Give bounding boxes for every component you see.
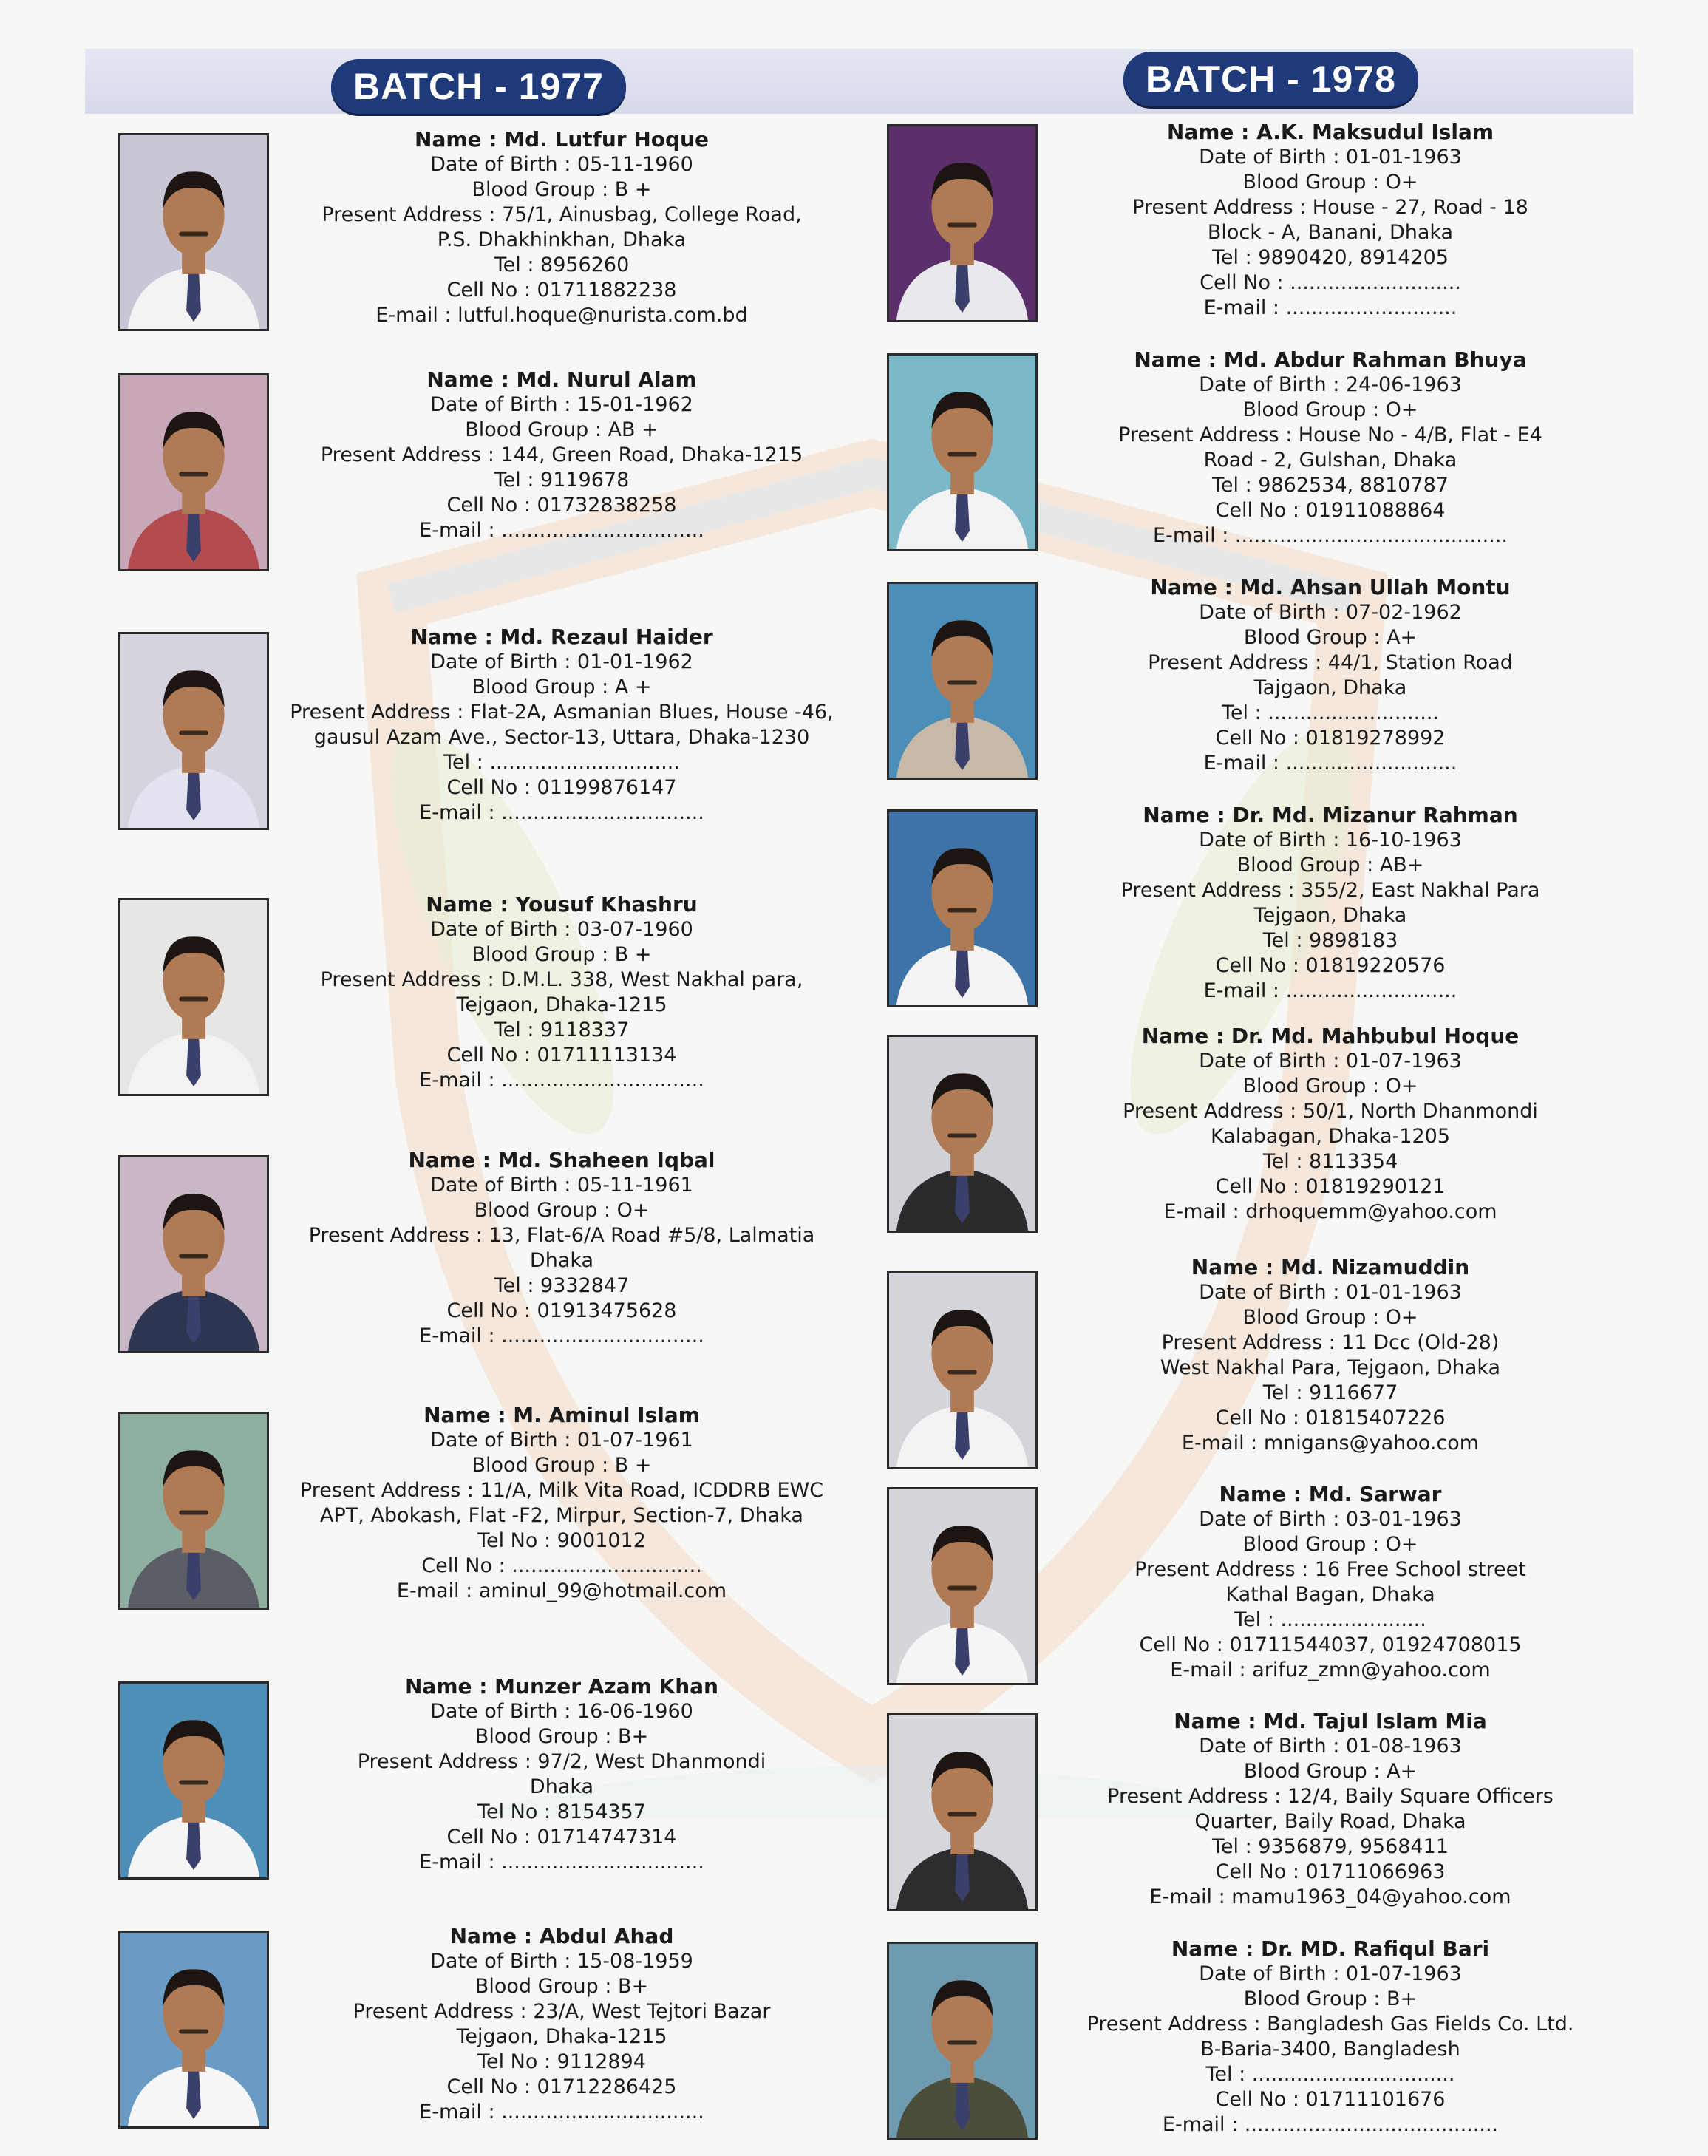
member-address-line: Present Address : House No - 4/B, Flat - E4 xyxy=(1118,424,1542,446)
member-blood-group: Blood Group : A + xyxy=(472,676,652,698)
member-name: Name : M. Aminul Islam xyxy=(423,1403,700,1427)
member-info xyxy=(277,625,846,826)
member-blood-group: Blood Group : B + xyxy=(472,1454,652,1477)
member-dob: Date of Birth : 01-07-1961 xyxy=(430,1429,693,1452)
member-blood-group: Blood Group : O+ xyxy=(1242,1075,1418,1098)
member-cell: Cell No : 01911088864 xyxy=(1215,499,1446,522)
member-address-line: Present Address : 50/1, North Dhanmondi xyxy=(1123,1100,1538,1123)
member-email: E-mail : ........................... xyxy=(1203,296,1457,319)
member-info xyxy=(1046,347,1615,548)
member-info xyxy=(1046,1936,1615,2138)
member-name: Name : Md. Ahsan Ullah Montu xyxy=(1150,575,1511,599)
member-name: Name : Abdul Ahad xyxy=(449,1924,674,1948)
member-email: E-mail : lutful.hoque@nurista.com.bd xyxy=(375,304,748,327)
member-blood-group: Blood Group : O+ xyxy=(1242,171,1418,194)
member-address-line: Present Address : House - 27, Road - 18 xyxy=(1132,196,1528,219)
member-photo xyxy=(887,809,1038,1007)
member-cell: Cell No : ........................... xyxy=(1200,271,1461,294)
member-tel: Tel : 9862534, 8810787 xyxy=(1212,474,1449,497)
member-photo xyxy=(118,1155,269,1353)
member-email: E-mail : aminul_99@hotmail.com xyxy=(396,1579,727,1602)
member-tel: Tel No : 9112894 xyxy=(477,2050,646,2073)
member-email: E-mail : ........................... xyxy=(1203,752,1457,775)
member-dob: Date of Birth : 01-07-1963 xyxy=(1199,1050,1462,1072)
member-tel: Tel : 9890420, 8914205 xyxy=(1212,246,1449,269)
member-dob: Date of Birth : 01-01-1962 xyxy=(430,650,693,673)
member-address-line: gausul Azam Ave., Sector-13, Uttara, Dhaka-1230 xyxy=(313,726,810,749)
member-tel: Tel : 9119678 xyxy=(494,469,630,492)
member-photo xyxy=(887,1271,1038,1469)
member-address-line: Kathal Bagan, Dhaka xyxy=(1225,1583,1435,1606)
member-address-line: Present Address : D.M.L. 338, West Nakhal para, xyxy=(320,968,803,991)
member-photo xyxy=(887,1942,1038,2140)
member-blood-group: Blood Group : B+ xyxy=(1243,1987,1418,2010)
member-card xyxy=(887,347,1626,568)
member-photo xyxy=(118,632,269,830)
member-email: E-mail : ................................ xyxy=(419,2101,704,2123)
member-card xyxy=(118,1148,857,1370)
member-info xyxy=(277,1148,846,1349)
member-blood-group: Blood Group : O+ xyxy=(1242,1533,1418,1556)
member-address-line: Dhaka xyxy=(529,1249,594,1272)
member-dob: Date of Birth : 01-07-1963 xyxy=(1199,1962,1462,1985)
member-info xyxy=(1046,575,1615,776)
member-dob: Date of Birth : 05-11-1961 xyxy=(430,1174,693,1197)
member-address-line: Present Address : 16 Free School street xyxy=(1134,1558,1526,1581)
member-blood-group: Blood Group : AB+ xyxy=(1236,854,1424,877)
member-email: E-mail : ................................ xyxy=(419,1851,704,1874)
member-card xyxy=(118,127,857,347)
member-cell: Cell No : 01712286425 xyxy=(446,2075,677,2098)
member-address-line: APT, Abokash, Flat -F2, Mirpur, Section-7, Dhaka xyxy=(320,1504,803,1527)
member-photo xyxy=(118,1681,269,1880)
member-photo xyxy=(118,1412,269,1610)
member-cell: Cell No : 01819278992 xyxy=(1215,727,1446,749)
member-card xyxy=(887,120,1626,339)
member-name: Name : Md. Sarwar xyxy=(1219,1482,1442,1506)
member-tel: Tel : ................................ xyxy=(1205,2063,1455,2086)
member-photo xyxy=(887,353,1038,551)
member-name: Name : Dr. MD. Rafiqul Bari xyxy=(1171,1936,1490,1961)
member-cell: Cell No : 01815407226 xyxy=(1215,1407,1446,1429)
member-cell: Cell No : 01711101676 xyxy=(1215,2088,1446,2111)
member-tel: Tel : 8956260 xyxy=(494,254,630,276)
member-address-line: Present Address : 13, Flat-6/A Road #5/8, Lalmatia xyxy=(308,1224,815,1247)
member-tel: Tel : ........................... xyxy=(1221,701,1439,724)
member-blood-group: Blood Group : A+ xyxy=(1243,626,1418,649)
member-email: E-mail : mamu1963_04@yahoo.com xyxy=(1149,1885,1511,1908)
member-email: E-mail : ................................ xyxy=(419,801,704,824)
member-info xyxy=(1046,1482,1615,1683)
member-name: Name : Dr. Md. Mahbubul Hoque xyxy=(1141,1024,1520,1048)
member-tel: Tel : 9356879, 9568411 xyxy=(1212,1835,1449,1858)
member-email: E-mail : ................................ xyxy=(419,1069,704,1092)
member-photo xyxy=(118,1931,269,2129)
member-photo xyxy=(887,582,1038,780)
member-cell: Cell No : 01714747314 xyxy=(446,1826,677,1849)
member-info xyxy=(277,1674,846,1875)
member-blood-group: Blood Group : B + xyxy=(472,943,652,966)
member-card xyxy=(118,1403,857,1626)
member-blood-group: Blood Group : AB + xyxy=(465,418,659,441)
member-blood-group: Blood Group : O+ xyxy=(1242,398,1418,421)
member-info xyxy=(1046,120,1615,321)
member-dob: Date of Birth : 24-06-1963 xyxy=(1199,373,1462,396)
member-cell: Cell No : .............................. xyxy=(421,1554,702,1577)
member-tel: Tel : 8113354 xyxy=(1262,1150,1398,1173)
member-blood-group: Blood Group : B+ xyxy=(474,1725,649,1748)
member-blood-group: Blood Group : B+ xyxy=(474,1975,649,1998)
member-address-line: Quarter, Baily Road, Dhaka xyxy=(1194,1810,1466,1833)
member-tel: Tel : 9898183 xyxy=(1262,929,1398,952)
member-info xyxy=(1046,803,1615,1004)
member-cell: Cell No : 01819220576 xyxy=(1215,954,1446,977)
member-card xyxy=(118,1924,857,2145)
member-address-line: Dhaka xyxy=(529,1775,594,1798)
member-name: Name : Md. Shaheen Iqbal xyxy=(408,1148,715,1172)
member-card xyxy=(887,1024,1626,1249)
member-name: Name : Md. Rezaul Haider xyxy=(410,625,713,649)
member-email: E-mail : ........................................ xyxy=(1162,2113,1499,2136)
member-card xyxy=(887,1482,1626,1701)
member-tel: Tel : ....................... xyxy=(1234,1608,1426,1631)
member-dob: Date of Birth : 01-01-1963 xyxy=(1199,1281,1462,1304)
member-photo xyxy=(887,1487,1038,1685)
member-card xyxy=(887,803,1626,1024)
member-info xyxy=(277,367,846,543)
member-email: E-mail : mnigans@yahoo.com xyxy=(1181,1432,1480,1455)
member-card xyxy=(118,892,857,1112)
member-dob: Date of Birth : 16-06-1960 xyxy=(430,1700,693,1723)
member-card xyxy=(118,1674,857,1896)
member-name: Name : Md. Nurul Alam xyxy=(426,367,697,392)
member-cell: Cell No : 01199876147 xyxy=(446,776,677,799)
member-email: E-mail : drhoquemm@yahoo.com xyxy=(1163,1200,1497,1223)
member-card xyxy=(887,1936,1626,2156)
member-cell: Cell No : 01819290121 xyxy=(1215,1175,1446,1198)
member-dob: Date of Birth : 01-08-1963 xyxy=(1199,1735,1462,1758)
member-blood-group: Blood Group : B + xyxy=(472,178,652,201)
member-photo xyxy=(118,133,269,331)
member-tel: Tel : 9116677 xyxy=(1262,1381,1398,1404)
member-info xyxy=(277,127,846,328)
member-cell: Cell No : 01711066963 xyxy=(1215,1860,1446,1883)
member-address-line: Tejgaon, Dhaka xyxy=(1253,904,1407,927)
member-info xyxy=(277,1924,846,2125)
member-photo xyxy=(118,373,269,571)
member-card xyxy=(887,1709,1626,1928)
member-address-line: Tajgaon, Dhaka xyxy=(1253,676,1407,699)
member-info xyxy=(1046,1255,1615,1456)
member-blood-group: Blood Group : O+ xyxy=(1242,1306,1418,1329)
member-dob: Date of Birth : 03-01-1963 xyxy=(1199,1508,1462,1531)
member-photo xyxy=(887,1035,1038,1233)
member-name: Name : Md. Lutfur Hoque xyxy=(415,127,709,152)
member-photo xyxy=(118,898,269,1096)
member-card xyxy=(887,575,1626,796)
member-photo xyxy=(887,124,1038,322)
member-email: E-mail : ........................................... xyxy=(1153,524,1508,547)
member-address-line: Present Address : Flat-2A, Asmanian Blues, House -46, xyxy=(290,701,834,724)
member-tel: Tel : 9118337 xyxy=(494,1019,630,1041)
member-tel: Tel : 9332847 xyxy=(494,1274,630,1297)
member-info xyxy=(1046,1709,1615,1910)
member-address-line: P.S. Dhakhinkhan, Dhaka xyxy=(437,228,687,251)
member-email: E-mail : ........................... xyxy=(1203,979,1457,1002)
member-cell: Cell No : 01913475628 xyxy=(446,1299,677,1322)
member-address-line: Block - A, Banani, Dhaka xyxy=(1207,221,1454,244)
member-address-line: Present Address : 23/A, West Tejtori Bazar xyxy=(353,2000,771,2023)
member-address-line: Tejgaon, Dhaka-1215 xyxy=(456,993,667,1016)
member-address-line: B-Baria-3400, Bangladesh xyxy=(1200,2038,1460,2061)
member-blood-group: Blood Group : A+ xyxy=(1243,1760,1418,1783)
member-address-line: Present Address : 144, Green Road, Dhaka-1215 xyxy=(320,443,803,466)
member-dob: Date of Birth : 03-07-1960 xyxy=(430,918,693,941)
member-address-line: Present Address : 44/1, Station Road xyxy=(1148,651,1513,674)
member-name: Name : A.K. Maksudul Islam xyxy=(1166,120,1494,144)
member-address-line: Present Address : 11 Dcc (Old-28) xyxy=(1161,1331,1500,1354)
member-address-line: Present Address : 97/2, West Dhanmondi xyxy=(357,1750,766,1773)
member-card xyxy=(118,367,857,588)
member-address-line: Present Address : 11/A, Milk Vita Road, ICDDRB EWC xyxy=(299,1479,824,1502)
member-blood-group: Blood Group : O+ xyxy=(474,1199,650,1222)
member-info xyxy=(277,892,846,1093)
member-tel: Tel : .............................. xyxy=(443,751,680,774)
member-address-line: Present Address : 75/1, Ainusbag, College Road, xyxy=(321,203,802,226)
member-photo xyxy=(887,1713,1038,1911)
member-address-line: Present Address : Bangladesh Gas Fields Co. Ltd. xyxy=(1086,2013,1574,2036)
member-dob: Date of Birth : 16-10-1963 xyxy=(1199,829,1462,851)
member-email: E-mail : ................................ xyxy=(419,1324,704,1347)
member-name: Name : Yousuf Khashru xyxy=(426,892,698,917)
member-cell: Cell No : 01711882238 xyxy=(446,279,677,302)
member-cell: Cell No : 01711544037, 01924708015 xyxy=(1139,1633,1522,1656)
member-email: E-mail : arifuz_zmn@yahoo.com xyxy=(1170,1659,1491,1681)
member-name: Name : Md. Abdur Rahman Bhuya xyxy=(1134,347,1527,372)
member-tel: Tel No : 9001012 xyxy=(477,1529,646,1552)
member-name: Name : Md. Tajul Islam Mia xyxy=(1174,1709,1487,1733)
member-cell: Cell No : 01711113134 xyxy=(446,1044,677,1067)
member-dob: Date of Birth : 01-01-1963 xyxy=(1199,146,1462,169)
member-cell: Cell No : 01732838258 xyxy=(446,494,677,517)
member-email: E-mail : ................................ xyxy=(419,519,704,542)
member-address-line: Kalabagan, Dhaka-1205 xyxy=(1210,1125,1451,1148)
member-card xyxy=(118,625,857,846)
member-address-line: Road - 2, Gulshan, Dhaka xyxy=(1203,449,1457,472)
member-address-line: Tejgaon, Dhaka-1215 xyxy=(456,2025,667,2048)
batch-1978-title: BATCH - 1978 xyxy=(1123,52,1418,106)
member-card xyxy=(887,1255,1626,1486)
member-info xyxy=(1046,1024,1615,1225)
member-dob: Date of Birth : 05-11-1960 xyxy=(430,153,693,176)
member-tel: Tel No : 8154357 xyxy=(477,1800,646,1823)
member-address-line: Present Address : 12/4, Baily Square Officers xyxy=(1107,1785,1554,1808)
member-dob: Date of Birth : 07-02-1962 xyxy=(1199,601,1462,624)
batch-1977-title: BATCH - 1977 xyxy=(331,59,626,114)
member-dob: Date of Birth : 15-01-1962 xyxy=(430,393,693,416)
member-name: Name : Dr. Md. Mizanur Rahman xyxy=(1143,803,1518,827)
member-address-line: West Nakhal Para, Tejgaon, Dhaka xyxy=(1160,1356,1501,1379)
member-info xyxy=(277,1403,846,1604)
member-name: Name : Munzer Azam Khan xyxy=(404,1674,718,1698)
member-dob: Date of Birth : 15-08-1959 xyxy=(430,1950,693,1973)
member-address-line: Present Address : 355/2, East Nakhal Para xyxy=(1120,879,1540,902)
member-name: Name : Md. Nizamuddin xyxy=(1191,1255,1470,1279)
